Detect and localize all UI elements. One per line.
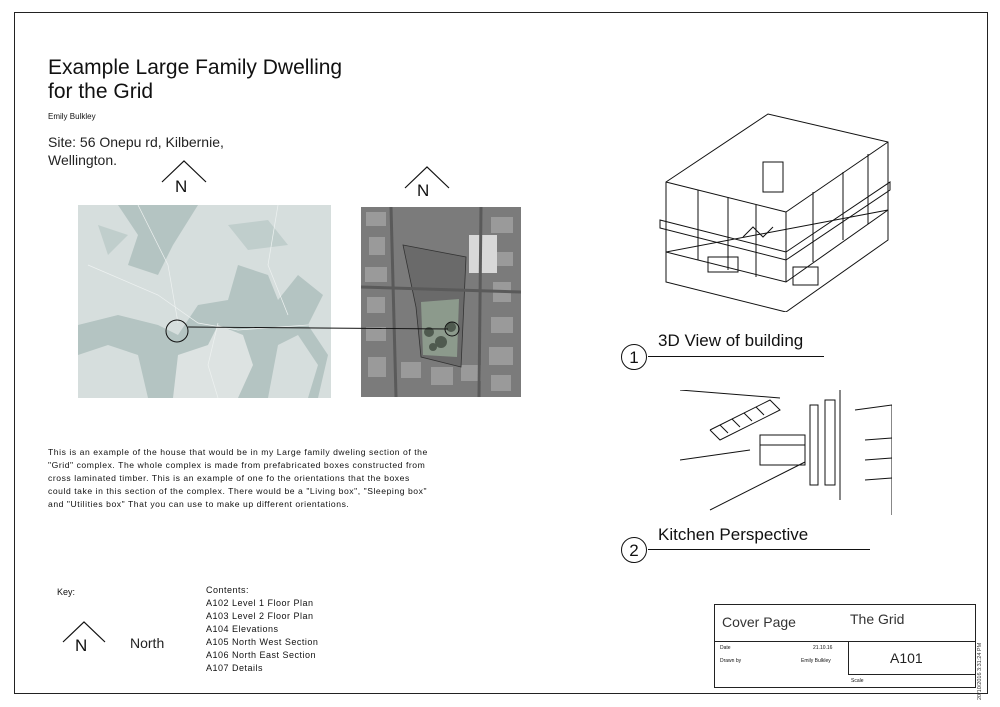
north-arrow-label: N bbox=[417, 181, 430, 200]
3d-view-drawing bbox=[638, 112, 900, 312]
contents-item: A107 Details bbox=[206, 663, 264, 673]
contents-item: A103 Level 2 Floor Plan bbox=[206, 611, 314, 621]
scale-label: Scale bbox=[851, 678, 864, 684]
kitchen-perspective-drawing bbox=[680, 390, 892, 515]
contents-item: A102 Level 1 Floor Plan bbox=[206, 598, 314, 608]
drawn-by-label: Drawn by bbox=[720, 658, 742, 664]
north-arrow-map-1 bbox=[161, 160, 207, 196]
title-block-divider bbox=[715, 641, 975, 642]
site-address-line-1: Site: 56 Onepu rd, Kilbernie, bbox=[48, 134, 224, 150]
date-label: Date bbox=[720, 645, 731, 651]
location-map-image bbox=[78, 205, 331, 398]
title-block-divider bbox=[848, 674, 975, 675]
key-north-label: N bbox=[75, 636, 88, 655]
key-label: Key: bbox=[57, 587, 76, 597]
date-value: 21.10.16 bbox=[813, 645, 833, 651]
contents-item: A105 North West Section bbox=[206, 637, 319, 647]
view-title: 3D View of building bbox=[658, 331, 804, 350]
print-timestamp: 20/10/2016 3:31:24 PM bbox=[977, 642, 983, 700]
project-name: The Grid bbox=[850, 611, 905, 627]
location-map bbox=[78, 205, 331, 398]
drawing-title-line-1: Example Large Family Dwelling bbox=[48, 56, 343, 79]
sheet-name: Cover Page bbox=[722, 614, 796, 630]
project-description: This is an example of the house that would be in my Large family dweling section of the "Grid" complex. The whole complex is made from prefabricated boxes constructed from cross laminated timber. This is an example of one fo the orientations that the boxes could take in this section of the complex. There would be a "Living box", "Sleeping box" and "Utilities box" That you can use to make up different orientations. bbox=[48, 447, 428, 509]
north-arrow-map-2 bbox=[404, 166, 450, 200]
sheet-number: A101 bbox=[890, 650, 923, 666]
contents-item: A104 Elevations bbox=[206, 624, 279, 634]
contents-item: A106 North East Section bbox=[206, 650, 317, 660]
title-block-divider bbox=[848, 641, 849, 674]
view-number-badge: 2 bbox=[621, 537, 647, 563]
contents-list bbox=[206, 584, 318, 675]
contents-heading: Contents: bbox=[206, 585, 250, 595]
view-number-badge: 1 bbox=[621, 344, 647, 370]
title-block bbox=[714, 604, 976, 688]
site-address-line-2: Wellington. bbox=[48, 152, 118, 168]
drawing-title-line-2: for the Grid bbox=[48, 80, 154, 103]
north-arrow-label: N bbox=[175, 177, 188, 196]
drawn-by-value: Emily Bulkley bbox=[801, 658, 831, 664]
view-title-underline bbox=[648, 356, 824, 357]
drawing-title bbox=[48, 56, 342, 104]
site-aerial-photo-image bbox=[361, 207, 521, 397]
view-title: Kitchen Perspective bbox=[658, 525, 809, 544]
key-north-symbol bbox=[62, 621, 106, 655]
site-aerial-photo bbox=[361, 207, 521, 397]
view-title-underline bbox=[648, 549, 870, 550]
key-north-text: North bbox=[130, 635, 165, 651]
author-name: Emily Bulkley bbox=[48, 112, 96, 121]
